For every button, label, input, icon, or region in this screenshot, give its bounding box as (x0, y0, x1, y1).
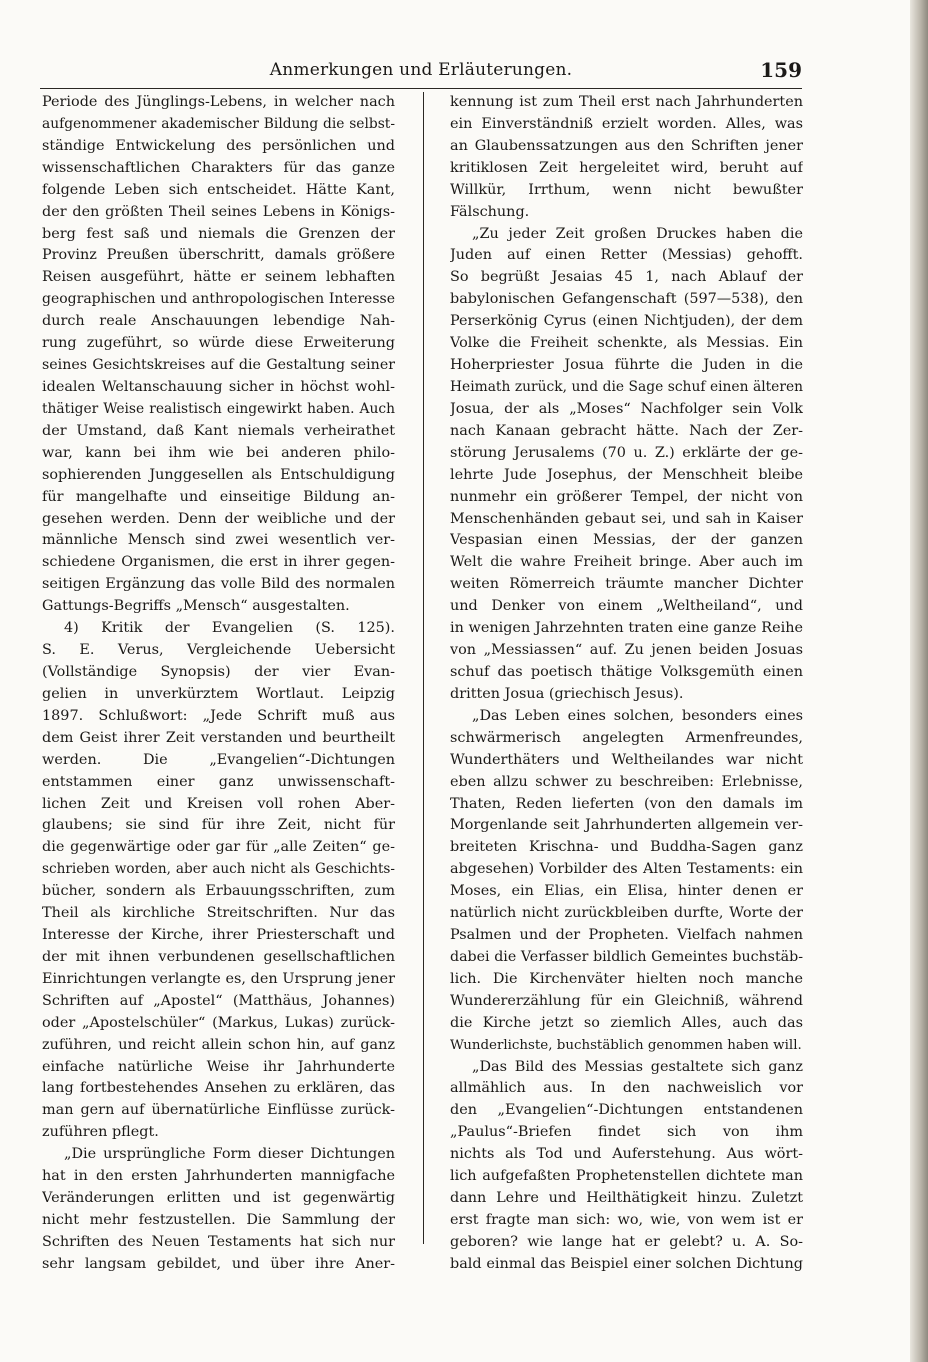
text-line: Josua, der als „Moses“ Nachfolger sein Volk (450, 400, 803, 417)
text-line: Morgenlande seit Jahrhunderten allgemein ver- (450, 817, 803, 834)
text-line: nichts als Tod und Auferstehung. Aus wört- (450, 1146, 803, 1163)
text-line: natürlich nicht zurückbleiben durfte, Worte der (450, 905, 803, 922)
page-edge (910, 0, 928, 1362)
text-line: bald einmal das Beispiel einer solchen Dichtung (450, 1255, 803, 1272)
text-line: Thaten, Reden lieferten (von den damals im (450, 795, 803, 812)
text-line: männliche Mensch sind zwei wesentlich ver- (42, 532, 395, 549)
text-line: geographischen und anthropologischen Interesse (42, 291, 395, 308)
text-line: Wunderthäters und Weltheilandes war nicht (450, 751, 803, 768)
text-line: von „Messiassen“ auf. Zu jenen beiden Josuas (450, 642, 803, 659)
text-line: Veränderungen erlitten und ist gegenwärtig (42, 1190, 395, 1207)
text-line: S. E. Verus, Vergleichende Uebersicht (42, 642, 395, 659)
text-line: störung Jerusalems (70 u. Z.) erklärte der ge- (450, 444, 803, 461)
text-line: für mangelhafte und einseitige Bildung an- (42, 488, 395, 505)
text-line: dann Lehre und Heilthätigkeit hinzu. Zuletzt (450, 1190, 803, 1207)
text-line: Heimath zurück, und die Sage schuf einen älteren (450, 378, 803, 395)
right-column (450, 92, 803, 1276)
text-line: ständige Entwickelung des persönlichen und (42, 137, 395, 154)
text-line: thätiger Weise realistisch eingewirkt haben. Auch (42, 400, 395, 417)
text-line: „Das Bild des Messias gestaltete sich ganz (472, 1058, 803, 1075)
text-line: nach Kanaan gebracht hätte. Nach der Zer- (450, 422, 803, 439)
text-line: wissenschaftlichen Charakters für das ganze (42, 159, 395, 176)
text-line: folgende Leben sich entscheidet. Hätte Kant, (42, 181, 395, 198)
text-line: der mit ihnen verbundenen gesellschaftlichen (42, 948, 395, 965)
text-line: der Umstand, daß Kant niemals verheirathet (42, 422, 395, 439)
text-line: Provinz Preußen überschritt, damals größere (42, 247, 395, 264)
text-line: schiedene Organismen, die erst in ihrer gegen- (42, 554, 395, 571)
text-line: lang fortbestehendes Ansehen zu erklären, das (42, 1080, 395, 1097)
text-line: man gern auf übernatürliche Einflüsse zurück- (42, 1102, 395, 1119)
text-line: an Glaubenssatzungen aus den Schriften jener (450, 137, 803, 154)
text-line: kennung ist zum Theil erst nach Jahrhunderten (450, 94, 803, 110)
text-line: in wenigen Jahrzehnten traten eine ganze Reihe (450, 620, 803, 637)
text-line: breiteten Krischna- und Buddha-Sagen ganz (450, 839, 803, 856)
text-line: nunmehr ein größerer Tempel, der nicht von (450, 488, 803, 505)
text-line: die gegenwärtige oder gar für „alle Zeiten“ ge- (42, 839, 395, 856)
text-line: Reisen ausgeführt, hätte er seinem lebhaften (42, 269, 395, 286)
text-line: „Paulus“-Briefen findet sich von ihm (450, 1124, 803, 1141)
text-line: Willkür, Irrthum, wenn nicht bewußter (450, 181, 803, 198)
text-line: Periode des Jünglings-Lebens, in welcher nach (42, 94, 395, 110)
text-line: „Das Leben eines solchen, besonders eines (472, 707, 803, 724)
text-line: Schriften auf „Apostel“ (Matthäus, Johannes) (42, 992, 395, 1009)
text-line: dabei die Verfasser bildlich Gemeintes buchstäb- (450, 948, 803, 965)
text-line: erst fragte man sich: wo, wie, von wem ist er (450, 1212, 803, 1229)
text-line: hat in den ersten Jahrhunderten mannigfache (42, 1168, 395, 1185)
text-line: bücher, sondern als Erbauungsschriften, zum (42, 883, 395, 900)
text-line: gelien in unverkürztem Wortlaut. Leipzig (42, 685, 395, 702)
text-line: einfache natürliche Weise ihr Jahrhunderte (42, 1058, 395, 1075)
text-line: der den größten Theil seines Lebens in Königs- (42, 203, 395, 220)
text-line: rung zugeführt, so würde diese Erweiterung (42, 335, 395, 352)
text-line: Interesse der Kirche, ihrer Priesterschaft und (42, 927, 395, 944)
text-line: lich. Die Kirchenväter hielten noch manche (450, 970, 803, 987)
text-line: abgesehen) Vorbilder des Alten Testaments: ein (450, 861, 803, 878)
text-line: war, kann bei ihm wie bei anderen philo- (42, 444, 395, 461)
text-line: 1897. Schlußwort: „Jede Schrift muß aus (42, 707, 395, 724)
text-line: Welt die wahre Freiheit bringe. Aber auch im (450, 554, 803, 571)
text-line: kritiklosen Zeit hergeleitet wird, beruht auf (450, 159, 803, 176)
text-line: lichen Zeit und Kreisen voll rohen Aber- (42, 795, 395, 812)
text-line: geboren? wie lange hat er gelebt? u. A. So- (450, 1233, 803, 1250)
text-line: So begrüßt Jesaias 45 1, nach Ablauf der (450, 269, 803, 286)
column-divider (423, 92, 424, 1244)
text-line: entstammen einer ganz unwissenschaft- (42, 773, 395, 790)
text-line: dem Geist ihrer Zeit verstanden und beurtheilt (42, 729, 395, 746)
text-line: eben allzu schwer zu beschreiben: Erlebnisse, (450, 773, 803, 790)
text-line: Gattungs-Begriffs „Mensch“ ausgestalten. (42, 598, 350, 615)
text-line: Menschenhänden gebaut sei, und sah in Kaiser (450, 510, 803, 527)
text-line: weiten Römerreich träumte mancher Dichter (450, 576, 803, 593)
text-line: idealen Weltanschauung sicher in höchst wohl- (42, 378, 395, 395)
text-line: Juden auf einen Retter (Messias) gehofft. (450, 247, 803, 264)
text-line: glaubens; sie sind für ihre Zeit, nicht für (42, 817, 395, 834)
text-line: Wunderlichste, buchstäblich genommen haben will. (450, 1037, 802, 1053)
text-line: schrieben worden, aber auch nicht als Geschichts- (42, 861, 395, 878)
header-rule (40, 88, 802, 89)
text-line: babylonischen Gefangenschaft (597—538), den (450, 291, 803, 308)
left-column (42, 92, 395, 1276)
text-line: Wundererzählung für ein Gleichniß, während (450, 992, 803, 1009)
text-line: den „Evangelien“-Dichtungen entstandenen (450, 1102, 803, 1119)
text-line: seitigen Ergänzung das volle Bild des normalen (42, 576, 395, 593)
text-line: oder „Apostelschüler“ (Markus, Lukas) zurück- (42, 1014, 395, 1031)
text-line: sehr langsam gebildet, und über ihre Aner- (42, 1255, 395, 1272)
text-line: berg fest saß und niemals die Grenzen der (42, 225, 395, 242)
text-line: Psalmen und der Propheten. Vielfach nahmen (450, 927, 803, 944)
text-line: die Kirche jetzt so ziemlich Alles, auch das (450, 1014, 803, 1031)
text-line: zuführen, und reicht allein schon hin, auf ganz (42, 1036, 395, 1053)
text-line: aufgenommener akademischer Bildung die selbst- (42, 115, 395, 132)
text-line: Vespasian einen Messias, der der ganzen (450, 532, 803, 549)
text-line: allmählich aus. In den nachweislich vor (450, 1080, 803, 1097)
text-line: schwärmerisch angelegten Armenfreundes, (450, 729, 803, 746)
page-header (40, 58, 802, 88)
text-line: Hoherpriester Josua führte die Juden in die (450, 357, 803, 374)
text-line: Moses, ein Elias, ein Elisa, hinter denen er (450, 883, 803, 900)
text-line: (Vollständige Synopsis) der vier Evan- (42, 663, 395, 680)
text-line: Perserkönig Cyrus (einen Nichtjuden), der dem (450, 313, 803, 330)
text-line: 4) Kritik der Evangelien (S. 125). (64, 620, 395, 637)
text-line: dritten Josua (griechisch Jesus). (450, 685, 684, 702)
text-line: zuführen pflegt. (42, 1124, 159, 1141)
text-line: Fälschung. (450, 203, 530, 220)
page-number: 159 (760, 58, 802, 82)
text-line: sophierenden Junggesellen als Entschuldigung (42, 466, 395, 483)
text-line: durch reale Anschauungen lebendige Nah- (42, 313, 395, 330)
text-line: Schriften des Neuen Testaments hat sich nur (42, 1233, 395, 1250)
text-line: lich aufgefaßten Prophetenstellen dichtete man (450, 1168, 803, 1185)
text-line: Theil als kirchliche Streitschriften. Nur das (42, 905, 395, 922)
text-line: seines Gesichtskreises auf die Gestaltung seiner (42, 357, 395, 374)
text-line: lehrte Jude Josephus, der Menschheit bleibe (450, 466, 803, 483)
text-line: nicht mehr festzustellen. Die Sammlung der (42, 1212, 395, 1229)
text-line: gesehen werden. Denn der weibliche und der (42, 510, 395, 527)
text-line: ein Einverständniß erzielt worden. Alles, was (450, 115, 803, 132)
running-title: Anmerkungen und Erläuterungen. (269, 60, 573, 80)
text-line: „Die ursprüngliche Form dieser Dichtungen (64, 1146, 395, 1163)
text-line: und Denker von einem „Weltheiland“, und (450, 598, 803, 615)
text-line: schuf das poetisch thätige Volksgemüth einen (450, 663, 803, 680)
text-line: werden. Die „Evangelien“-Dichtungen (42, 751, 395, 768)
text-line: Volke die Freiheit schenkte, als Messias. Ein (450, 335, 803, 352)
text-line: Einrichtungen verlangte es, den Ursprung jener (42, 970, 395, 987)
text-line: „Zu jeder Zeit großen Druckes haben die (472, 225, 803, 242)
